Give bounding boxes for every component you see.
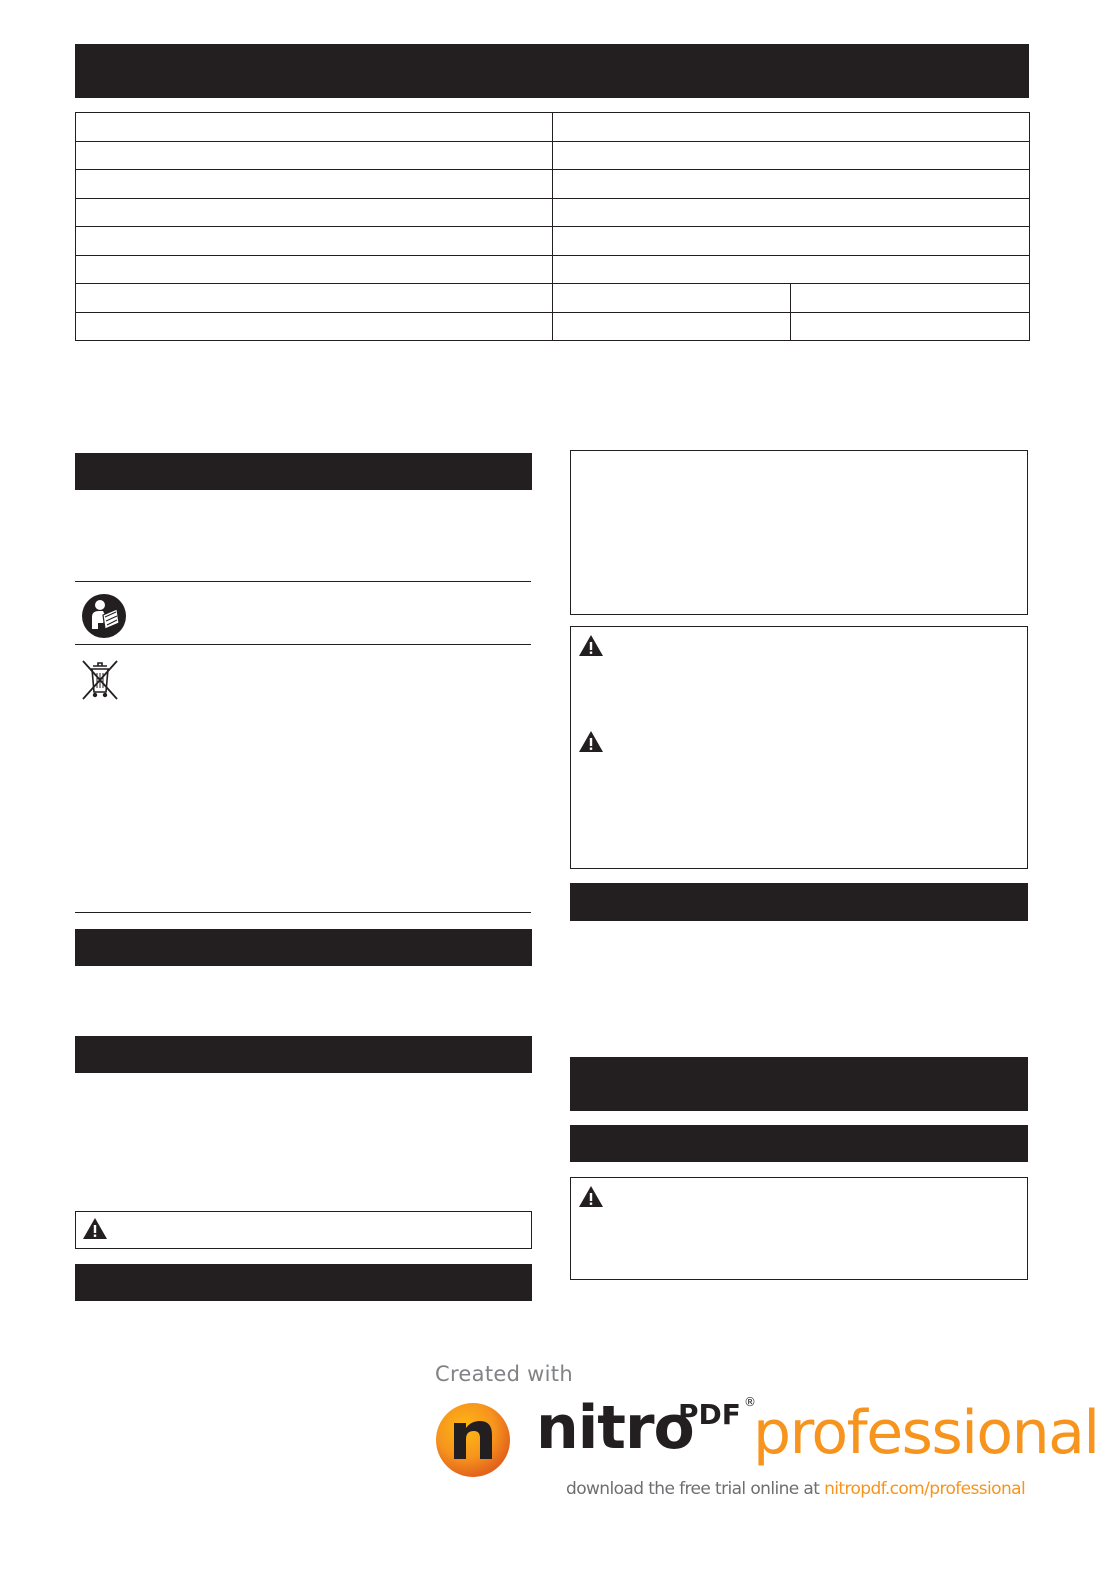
table-cell <box>76 198 553 227</box>
warning-triangle-icon <box>82 1217 108 1241</box>
table-cell <box>76 312 553 341</box>
watermark-brand-professional: professional <box>753 1398 1099 1468</box>
table-row <box>76 227 1030 256</box>
specification-table <box>75 112 1030 341</box>
table-cell <box>553 141 1030 170</box>
table-row <box>76 141 1030 170</box>
symbols-bottom-rule <box>75 912 531 913</box>
table-cell <box>76 141 553 170</box>
table-cell <box>76 255 553 284</box>
section-heading-bar <box>570 883 1028 921</box>
watermark-download-link[interactable]: nitropdf.com/professional <box>824 1479 1026 1499</box>
watermark-brand-nitro: nitro <box>536 1393 694 1463</box>
notice-box <box>570 450 1028 615</box>
watermark-registered-mark: ® <box>744 1395 756 1409</box>
symbols-middle-rule <box>75 644 531 645</box>
section-heading-bar <box>75 929 532 966</box>
table-cell <box>553 227 1030 256</box>
warning-box <box>570 1177 1028 1280</box>
watermark-created-with: Created with <box>435 1362 573 1386</box>
warning-box <box>570 626 1028 869</box>
warning-triangle-icon <box>578 634 604 658</box>
nitro-logo-icon <box>434 1401 512 1479</box>
table-row <box>76 312 1030 341</box>
section-heading-bar <box>75 1264 532 1301</box>
section-heading-bar <box>570 1125 1028 1162</box>
watermark-download-line <box>566 1479 1025 1499</box>
read-manual-icon <box>81 593 127 639</box>
section-heading-bar <box>75 1036 532 1073</box>
table-cell <box>76 170 553 199</box>
chapter-heading-bar <box>570 1057 1028 1111</box>
top-heading-bar <box>75 44 1029 98</box>
watermark-download-prefix: download the free trial online at <box>566 1479 825 1499</box>
watermark-brand-pdf: PDF <box>678 1398 741 1431</box>
table-cell <box>553 170 1030 199</box>
table-cell <box>791 312 1030 341</box>
table-row <box>76 170 1030 199</box>
crossed-out-wheeled-bin-icon <box>80 658 120 702</box>
table-cell <box>791 284 1030 313</box>
table-cell <box>553 113 1030 142</box>
table-row <box>76 198 1030 227</box>
table-row <box>76 113 1030 142</box>
table-cell <box>76 284 553 313</box>
warning-triangle-icon <box>578 730 604 754</box>
table-cell <box>553 255 1030 284</box>
symbols-top-rule <box>75 581 531 582</box>
table-row <box>76 284 1030 313</box>
table-cell <box>553 198 1030 227</box>
section-heading-bar <box>75 453 532 490</box>
table-cell <box>76 227 553 256</box>
table-cell <box>553 312 791 341</box>
table-row <box>76 255 1030 284</box>
table-cell <box>76 113 553 142</box>
warning-triangle-icon <box>578 1185 604 1209</box>
table-cell <box>553 284 791 313</box>
warning-box <box>75 1211 532 1249</box>
